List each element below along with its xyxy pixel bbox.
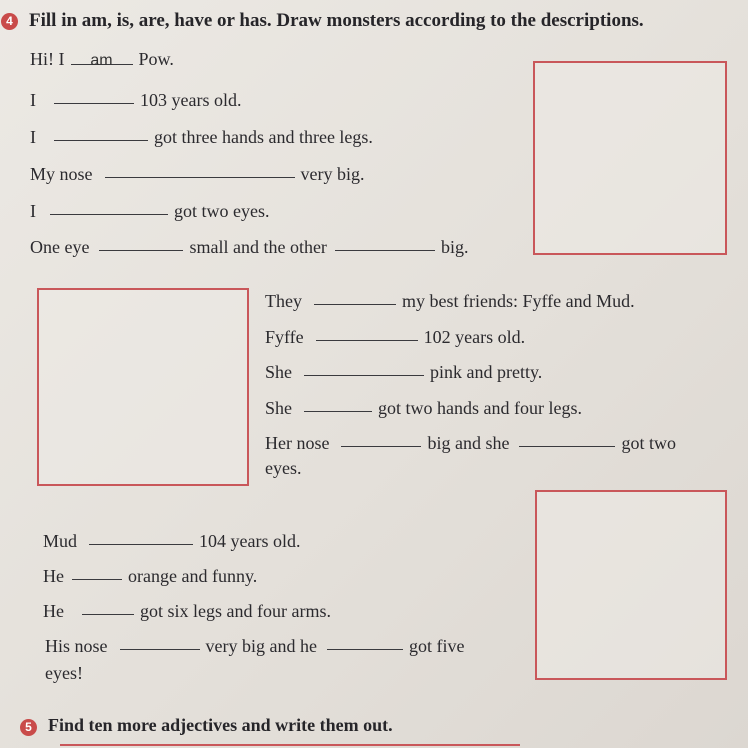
sentence-text: my best friends: Fyffe and Mud. — [401, 291, 635, 311]
sentence-text: got two eyes. — [174, 201, 270, 221]
answer-blank[interactable] — [327, 631, 403, 650]
friends-sentence-1 — [265, 288, 635, 312]
sentence-text: got two — [621, 433, 676, 453]
answer-blank[interactable] — [335, 232, 435, 251]
sentence-text: 102 years old. — [423, 327, 526, 347]
sentence-text: My nose — [30, 164, 93, 184]
sentence-text: He — [43, 566, 64, 586]
sentence-text: very big and he — [205, 636, 317, 656]
friends-sentence-5 — [265, 430, 676, 454]
sentence-text: He — [43, 601, 64, 621]
sentence-text: 103 years old. — [140, 90, 242, 110]
exercise-5-instruction: Find ten more adjectives and write them out. — [48, 715, 393, 735]
sentence-text: Fyffe — [265, 327, 304, 347]
friends-sentence-5-continued: eyes. — [265, 458, 302, 478]
pow-drawing-box[interactable] — [533, 61, 727, 255]
sentence-text: She — [265, 362, 292, 382]
sentence-text: I — [30, 127, 36, 147]
sentence-text: His nose — [45, 636, 108, 656]
answer-blank[interactable] — [99, 232, 183, 251]
answer-blank[interactable] — [341, 428, 421, 447]
mud-sentence-4-continued: eyes! — [45, 663, 83, 683]
pow-sentence-5 — [30, 198, 269, 222]
mud-sentence-3 — [43, 598, 331, 622]
friends-sentence-3 — [265, 359, 542, 383]
filled-answer: am — [90, 52, 113, 69]
answer-blank[interactable] — [54, 122, 148, 141]
fyffe-drawing-box[interactable] — [37, 288, 249, 486]
answer-blank[interactable] — [54, 85, 134, 104]
sentence-text: small and the other — [189, 237, 327, 257]
answer-blank[interactable] — [304, 393, 372, 412]
sentence-text: She — [265, 398, 292, 418]
answer-blank[interactable] — [105, 159, 295, 178]
sentence-text: Mud — [43, 531, 78, 551]
pow-sentence-6 — [30, 234, 468, 258]
sentence-text: big. — [440, 237, 469, 257]
sentence-text: They — [265, 291, 302, 311]
answer-blank[interactable] — [304, 357, 424, 376]
exercise-5-divider — [60, 744, 520, 746]
answer-blank[interactable] — [71, 46, 133, 69]
sentence-text: got six legs and four arms. — [140, 601, 331, 621]
answer-blank[interactable] — [120, 631, 200, 650]
answer-blank[interactable] — [519, 428, 615, 447]
answer-blank[interactable] — [316, 322, 418, 341]
sentence-text: I — [30, 201, 36, 221]
mud-sentence-1 — [43, 528, 301, 552]
exercise-5-number-badge: 5 — [20, 719, 37, 736]
mud-sentence-4 — [45, 633, 464, 657]
answer-blank[interactable] — [82, 596, 134, 615]
sentence-text: very big. — [300, 164, 365, 184]
pow-sentence-4 — [30, 161, 364, 185]
mud-sentence-2 — [43, 563, 257, 587]
sentence-text: got five — [408, 636, 465, 656]
sentence-text: big and she — [427, 433, 510, 453]
sentence-text: Hi! I — [30, 49, 65, 69]
sentence-text: One eye — [30, 237, 90, 257]
sentence-text: orange and funny. — [128, 566, 258, 586]
mud-drawing-box[interactable] — [535, 490, 727, 680]
answer-blank[interactable] — [89, 526, 193, 545]
exercise-4-number-badge: 4 — [1, 13, 18, 30]
pow-sentence-1 — [30, 48, 174, 70]
sentence-text: I — [30, 90, 36, 110]
friends-sentence-4 — [265, 395, 582, 419]
sentence-text: Pow. — [138, 49, 174, 69]
sentence-text: pink and pretty. — [430, 362, 543, 382]
sentence-text: got three hands and three legs. — [154, 127, 373, 147]
answer-blank[interactable] — [72, 561, 122, 580]
pow-sentence-3 — [30, 124, 373, 148]
sentence-text: got two hands and four legs. — [378, 398, 582, 418]
exercise-4-instruction: Fill in am, is, are, have or has. Draw monsters according to the descriptions. — [29, 10, 644, 31]
answer-blank[interactable] — [50, 196, 168, 215]
sentence-text: 104 years old. — [199, 531, 301, 551]
pow-sentence-2 — [30, 87, 241, 111]
sentence-text: Her nose — [265, 433, 330, 453]
friends-sentence-2 — [265, 324, 525, 348]
answer-blank[interactable] — [314, 286, 396, 305]
